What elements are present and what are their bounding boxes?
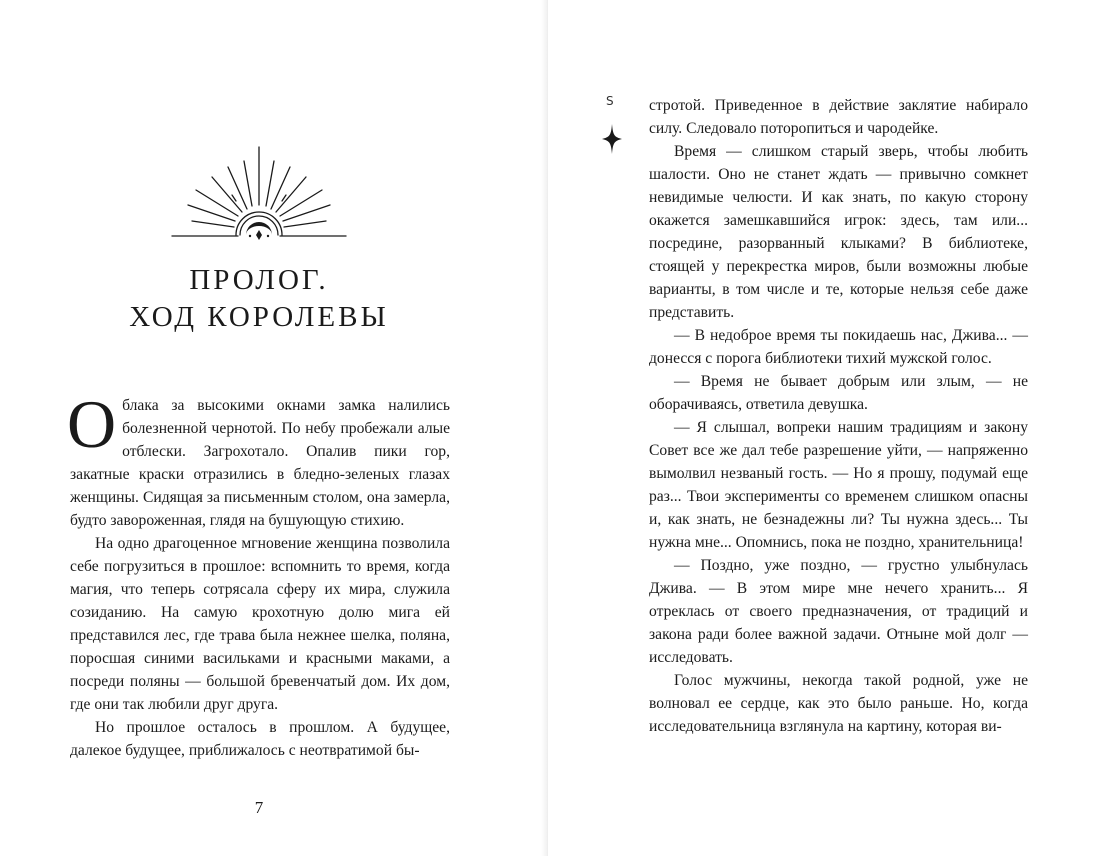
running-letter: S [606, 94, 614, 108]
paragraph: стротой. Приведенное в действие заклятие набирало силу. Следовало поторопиться и чародейке. [649, 97, 1028, 137]
chapter-title-line-1: ПРОЛОГ. [189, 264, 329, 296]
paragraph: — Я слышал, вопреки нашим традициям и закону Совет все же дал тебе разрешение уйти, — напряженно вымолвил незваный гость. — Но я прошу, подумай еще раз... Твои эксперименты со временем слишком опасны и, как знать, не безнадежны ли? Ты нужна здесь... Ты нужна мне... Опомнись, пока не поздно, хранительница! [649, 419, 1028, 551]
sunrise-crescent-ornament-icon [166, 143, 352, 243]
paragraph: — В недоброе время ты покидаешь нас, Джива... — донесся с порога библиотеки тихий мужской голос. [649, 327, 1028, 367]
drop-cap: О [67, 386, 117, 462]
right-body-text [649, 94, 1028, 738]
paragraph: На одно драгоценное мгновение женщина позволила себе погрузиться в прошлое: вспомнить то время, когда магия, что теперь сотрясала сферу их мира, служила созиданию. На самую крохотную долю мига ей представился лес, где трава была нежнее шелка, поляна, поросшая синими васильками и красными маками, а посреди поляны — большой бревенчатый дом. Их дом, где они так любили друг друга. [70, 535, 450, 713]
paragraph: — Поздно, уже поздно, — грустно улыбнулась Джива. — В этом мире мне нечего хранить... Я отреклась от своего предназначения, от традиций и закона ради более важной задачи. Отныне мой долг — исследовать. [649, 557, 1028, 666]
four-point-star-icon [602, 124, 622, 154]
page-number: 7 [254, 798, 264, 817]
chapter-title-line-2: ХОД КОРОЛЕВЫ [129, 301, 389, 333]
paragraph: — Время не бывает добрым или злым, — не оборачиваясь, ответила девушка. [649, 373, 1028, 413]
paragraph: блака за высокими окнами замка налились болезненной чернотой. По небу пробежали алые отблески. Загрохотало. Опалив пики гор, закатные краски отразились в бледно-зеленых глазах женщины. Сидящая за письменным столом, она замерла, будто завороженная, глядя на бушующую стихию. [70, 397, 450, 529]
paragraph: Время — слишком старый зверь, чтобы любить шалости. Оно не станет ждать — привычно сомкнет невидимые челюсти. И как знать, по какую сторону окажется замешкавшийся игрок: здесь, там или... посредине, разорванный клыками? В библиотеке, стоящей у перекрестка миров, были возможны любые варианты, в том числе и те, которые нельзя себе даже представить. [649, 143, 1028, 321]
paragraph: Но прошлое осталось в прошлом. А будущее, далекое будущее, приближалось с неотвратимой бы- [70, 719, 450, 759]
left-body-text [67, 386, 450, 762]
paragraph: Голос мужчины, некогда такой родной, уже не волновал ее сердце, как это было раньше. Но, когда исследовательница взглянула на картину, которая ви- [649, 672, 1028, 735]
chapter-title [100, 262, 418, 336]
